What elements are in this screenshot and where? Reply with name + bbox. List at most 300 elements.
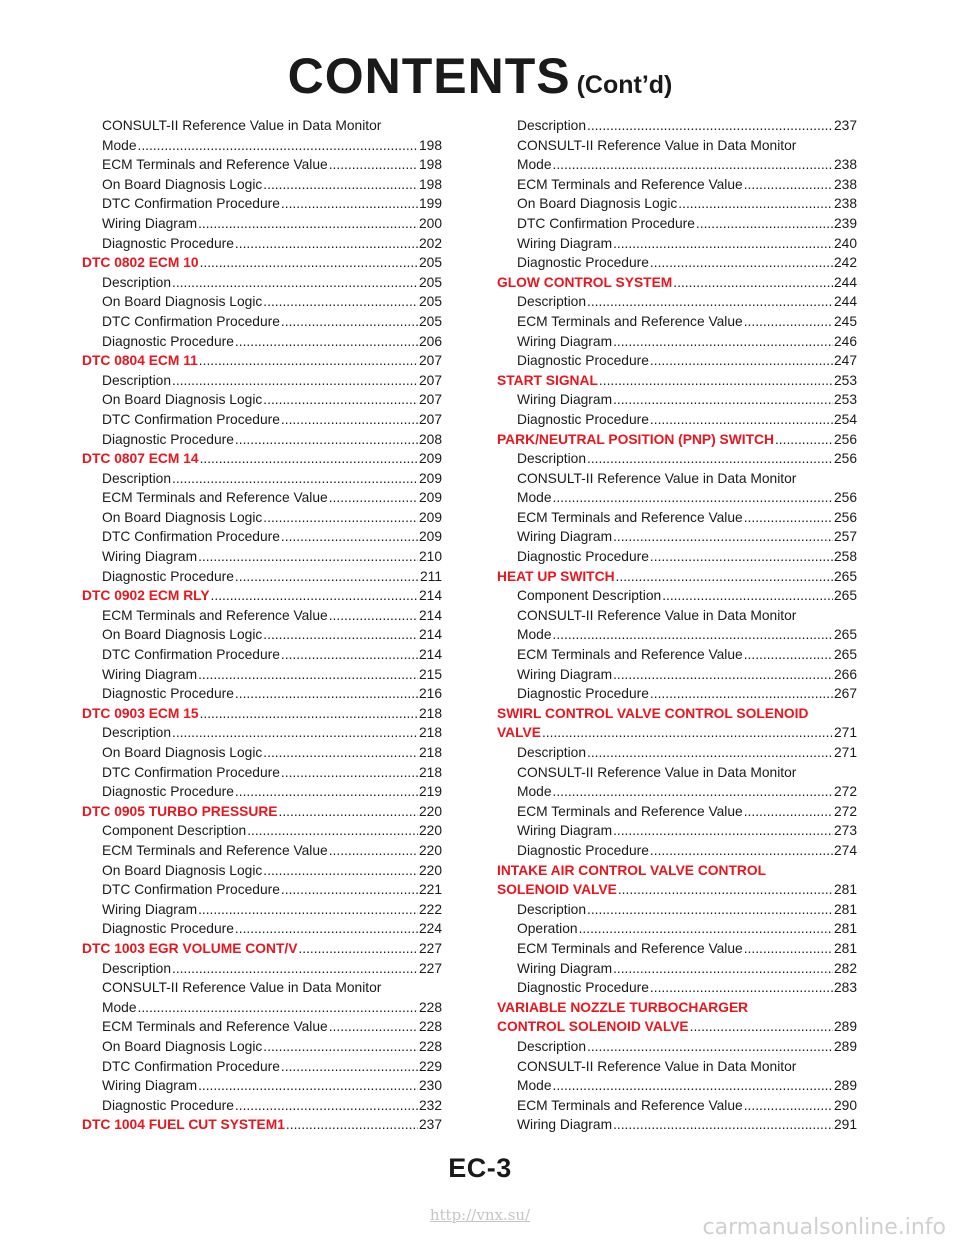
toc-page-number: 208 xyxy=(418,431,442,447)
toc-section[interactable] xyxy=(497,430,857,450)
dot-leader xyxy=(211,586,418,606)
footer-link[interactable]: http://vnx.su/ xyxy=(429,1206,531,1224)
toc-page-number: 198 xyxy=(418,157,442,173)
toc-section[interactable] xyxy=(82,253,442,273)
toc-page-number: 289 xyxy=(833,1019,857,1035)
toc-entry-label: On Board Diagnosis Logic xyxy=(102,627,263,643)
toc-page-number: 222 xyxy=(418,901,442,917)
toc-section[interactable] xyxy=(497,567,857,587)
toc-page-number: 272 xyxy=(833,803,857,819)
toc-page-number: 281 xyxy=(833,921,857,937)
toc-section-label: PARK/NEUTRAL POSITION (PNP) SWITCH xyxy=(497,431,774,447)
toc-page-number: 238 xyxy=(833,196,857,212)
toc-section[interactable] xyxy=(497,880,857,900)
toc-page-number: 246 xyxy=(833,333,857,349)
toc-page-number: 271 xyxy=(833,725,857,741)
dot-leader xyxy=(613,665,833,685)
toc-entry-label: On Board Diagnosis Logic xyxy=(102,392,263,408)
toc-entry[interactable] xyxy=(497,449,857,469)
toc-entry-label: DTC Confirmation Procedure xyxy=(102,882,280,898)
toc-page-number: 209 xyxy=(418,451,442,467)
toc-page-number: 291 xyxy=(833,1117,857,1133)
toc-page-number: 254 xyxy=(833,411,857,427)
toc-page-number: 206 xyxy=(418,333,442,349)
toc-entry[interactable] xyxy=(497,194,857,214)
title-main: CONTENTS xyxy=(287,48,571,104)
dot-leader xyxy=(198,1076,418,1096)
toc-section-label: DTC 0903 ECM 15 xyxy=(82,705,199,721)
toc-entry-label: CONSULT-II Reference Value in Data Monitor xyxy=(517,1058,797,1074)
toc-section[interactable] xyxy=(82,704,442,724)
toc-entry[interactable] xyxy=(82,821,442,841)
toc-page-number: 218 xyxy=(418,725,442,741)
dot-leader xyxy=(616,567,833,587)
dot-leader xyxy=(587,449,833,469)
toc-entry[interactable] xyxy=(82,782,442,802)
toc-entry[interactable] xyxy=(82,292,442,312)
toc-entry-label: ECM Terminals and Reference Value xyxy=(102,1019,328,1035)
toc-entry[interactable] xyxy=(497,978,857,998)
watermark: carmanualsonline.info xyxy=(702,1215,946,1240)
toc-page-number: 229 xyxy=(418,1058,442,1074)
toc-entry-label: Wiring Diagram xyxy=(517,529,613,545)
toc-entry[interactable] xyxy=(82,665,442,685)
toc-entry[interactable] xyxy=(497,234,857,254)
toc-entry[interactable] xyxy=(497,821,857,841)
toc-entry-label: Description xyxy=(102,725,172,741)
toc-entry-label: DTC Confirmation Procedure xyxy=(517,215,695,231)
toc-page-number: 210 xyxy=(418,549,442,565)
toc-entry[interactable] xyxy=(82,430,442,450)
toc-entry[interactable] xyxy=(82,332,442,352)
toc-entry[interactable] xyxy=(82,194,442,214)
toc-section[interactable] xyxy=(82,939,442,959)
toc-page-number: 219 xyxy=(418,784,442,800)
dot-leader xyxy=(613,1115,833,1135)
toc-entry[interactable] xyxy=(497,586,857,606)
dot-leader xyxy=(744,802,833,822)
dot-leader xyxy=(199,351,418,371)
dot-leader xyxy=(329,606,418,626)
toc-entry[interactable] xyxy=(497,116,857,136)
toc-page-number: 265 xyxy=(833,627,857,643)
toc-entry[interactable] xyxy=(82,861,442,881)
toc-entry[interactable] xyxy=(82,625,442,645)
dot-leader xyxy=(263,292,418,312)
toc-page-number: 207 xyxy=(418,392,442,408)
toc-entry[interactable] xyxy=(497,390,857,410)
toc-entry-label: Description xyxy=(102,274,172,290)
toc-section-label: SWIRL CONTROL VALVE CONTROL SOLENOID xyxy=(497,705,809,721)
dot-leader xyxy=(263,175,418,195)
toc-entry-label: Diagnostic Procedure xyxy=(102,1097,234,1113)
toc-entry[interactable] xyxy=(497,743,857,763)
toc-page-number: 227 xyxy=(418,960,442,976)
toc-entry-label: ECM Terminals and Reference Value xyxy=(102,157,328,173)
toc-entry[interactable] xyxy=(497,625,857,645)
toc-entry[interactable] xyxy=(82,978,442,998)
toc-entry[interactable] xyxy=(497,1115,857,1135)
dot-leader xyxy=(553,782,833,802)
dot-leader xyxy=(329,488,418,508)
toc-entry[interactable] xyxy=(82,880,442,900)
toc-entry[interactable] xyxy=(497,253,857,273)
toc-page-number: 289 xyxy=(833,1038,857,1054)
toc-entry-label: CONSULT-II Reference Value in Data Monitor xyxy=(517,470,797,486)
dot-leader xyxy=(587,1037,833,1057)
dot-leader xyxy=(281,410,418,430)
toc-entry[interactable] xyxy=(497,351,857,371)
dot-leader xyxy=(613,821,833,841)
toc-section-label: DTC 1004 FUEL CUT SYSTEM1 xyxy=(82,1117,285,1133)
toc-entry[interactable] xyxy=(82,567,442,587)
toc-entry-label: DTC Confirmation Procedure xyxy=(102,764,280,780)
toc-entry[interactable] xyxy=(82,1017,442,1037)
toc-section[interactable] xyxy=(82,351,442,371)
dot-leader xyxy=(281,527,418,547)
toc-entry-label: Wiring Diagram xyxy=(102,215,198,231)
toc-page-number: 224 xyxy=(418,921,442,937)
toc-entry[interactable] xyxy=(82,312,442,332)
toc-entry-label: Description xyxy=(517,901,587,917)
dot-leader xyxy=(587,900,833,920)
toc-page-number: 209 xyxy=(418,490,442,506)
dot-leader xyxy=(650,410,833,430)
toc-entry[interactable] xyxy=(497,292,857,312)
toc-entry[interactable] xyxy=(82,1096,442,1116)
toc-entry-label: On Board Diagnosis Logic xyxy=(102,745,263,760)
toc-entry[interactable] xyxy=(497,410,857,430)
toc-entry-label: Wiring Diagram xyxy=(517,235,613,251)
page-title xyxy=(0,48,960,117)
dot-leader xyxy=(263,861,418,881)
toc-entry-label: Diagnostic Procedure xyxy=(517,353,649,369)
toc-entry[interactable] xyxy=(497,606,857,626)
toc-entry[interactable] xyxy=(82,527,442,547)
toc-entry-label: Wiring Diagram xyxy=(517,823,613,839)
toc-page-number: 230 xyxy=(418,1078,442,1094)
toc-page-number: 214 xyxy=(418,607,442,623)
toc-entry[interactable] xyxy=(82,841,442,861)
dot-leader xyxy=(263,508,418,528)
toc-entry-label: Wiring Diagram xyxy=(102,1078,198,1094)
toc-section-label: DTC 0802 ECM 10 xyxy=(82,255,199,271)
toc-entry-label: CONSULT-II Reference Value in Data Monitor xyxy=(102,980,382,996)
toc-page-number: 273 xyxy=(833,823,857,839)
toc-page-number: 247 xyxy=(833,353,857,369)
toc-page-number: 265 xyxy=(833,568,857,584)
toc-entry[interactable] xyxy=(82,214,442,234)
toc-entry-label: Wiring Diagram xyxy=(102,666,198,682)
toc-page-number: 220 xyxy=(418,803,442,819)
toc-entry-label: On Board Diagnosis Logic xyxy=(517,196,678,212)
toc-entry[interactable] xyxy=(82,508,442,528)
dot-leader xyxy=(235,1096,418,1116)
toc-section-label: DTC 1003 EGR VOLUME CONT/V xyxy=(82,940,298,956)
toc-entry-label: Mode xyxy=(517,1078,552,1094)
toc-entry[interactable] xyxy=(497,900,857,920)
toc-entry[interactable] xyxy=(497,841,857,861)
toc-entry[interactable] xyxy=(82,136,442,156)
toc-page-number: 207 xyxy=(418,372,442,388)
toc-entry-label: Description xyxy=(517,451,587,467)
dot-leader xyxy=(200,253,418,273)
toc-entry[interactable] xyxy=(497,665,857,685)
dot-leader xyxy=(198,214,418,234)
toc-entry[interactable] xyxy=(82,1057,442,1077)
dot-leader xyxy=(329,1017,418,1037)
toc-section-label: VALVE xyxy=(497,725,541,741)
toc-section-label: DTC 0807 ECM 14 xyxy=(82,451,199,467)
toc-entry[interactable] xyxy=(82,998,442,1018)
toc-page-number: 228 xyxy=(418,1038,442,1054)
toc-entry-label: Wiring Diagram xyxy=(102,549,198,565)
toc-section[interactable] xyxy=(497,998,857,1018)
toc-entry[interactable] xyxy=(497,312,857,332)
toc-page-number: 237 xyxy=(418,1117,442,1133)
toc-entry[interactable] xyxy=(497,802,857,822)
toc-page-number: 237 xyxy=(833,118,857,133)
toc-entry-label: Diagnostic Procedure xyxy=(102,686,234,702)
toc-entry[interactable] xyxy=(497,214,857,234)
toc-entry[interactable] xyxy=(82,547,442,567)
toc-page-number: 205 xyxy=(418,313,442,329)
dot-leader xyxy=(613,390,833,410)
dot-leader xyxy=(696,214,833,234)
toc-entry-label: ECM Terminals and Reference Value xyxy=(517,803,743,819)
toc-entry[interactable] xyxy=(82,763,442,783)
dot-leader xyxy=(650,547,833,567)
toc-entry-label: DTC Confirmation Procedure xyxy=(102,1058,280,1074)
toc-entry[interactable] xyxy=(82,155,442,175)
dot-leader xyxy=(263,390,418,410)
toc-entry[interactable] xyxy=(82,645,442,665)
toc-entry[interactable] xyxy=(82,1037,442,1057)
toc-entry[interactable] xyxy=(82,469,442,489)
dot-leader xyxy=(744,508,833,528)
dot-leader xyxy=(599,371,833,391)
dot-leader xyxy=(613,332,833,352)
toc-section-label: SOLENOID VALVE xyxy=(497,882,617,898)
toc-section[interactable] xyxy=(497,273,857,293)
toc-section[interactable] xyxy=(497,723,857,743)
toc-entry[interactable] xyxy=(497,1076,857,1096)
toc-page-number: 282 xyxy=(833,960,857,976)
toc-entry[interactable] xyxy=(497,488,857,508)
toc-entry-label: DTC Confirmation Procedure xyxy=(102,313,280,329)
toc-page-number: 256 xyxy=(833,490,857,506)
toc-entry-label: Description xyxy=(102,960,172,976)
toc-entry-label: Diagnostic Procedure xyxy=(102,568,234,584)
dot-leader xyxy=(235,684,418,704)
dot-leader xyxy=(579,919,833,939)
toc-page-number: 205 xyxy=(418,274,442,290)
toc-entry[interactable] xyxy=(82,684,442,704)
dot-leader xyxy=(263,743,418,763)
dot-leader xyxy=(650,253,833,273)
dot-leader xyxy=(281,1057,418,1077)
dot-leader xyxy=(286,1115,418,1135)
toc-entry[interactable] xyxy=(82,900,442,920)
toc-entry[interactable] xyxy=(497,645,857,665)
toc-entry[interactable] xyxy=(82,1076,442,1096)
toc-page-number: 232 xyxy=(418,1097,442,1113)
toc-entry-label: ECM Terminals and Reference Value xyxy=(517,647,743,663)
toc-entry[interactable] xyxy=(82,390,442,410)
toc-entry[interactable] xyxy=(497,547,857,567)
toc-page-number: 207 xyxy=(418,411,442,427)
toc-section[interactable] xyxy=(497,371,857,391)
toc-entry[interactable] xyxy=(497,1057,857,1077)
toc-entry[interactable] xyxy=(497,1037,857,1057)
dot-leader xyxy=(198,665,418,685)
toc-entry[interactable] xyxy=(497,959,857,979)
dot-leader xyxy=(198,547,418,567)
toc-entry[interactable] xyxy=(497,684,857,704)
toc-entry-label: Diagnostic Procedure xyxy=(517,549,649,565)
toc-page-number: 256 xyxy=(833,431,857,447)
toc-page-number: 238 xyxy=(833,176,857,192)
toc-section[interactable] xyxy=(497,704,857,724)
toc-page-number: 198 xyxy=(418,176,442,192)
toc-page-number: 207 xyxy=(418,353,442,369)
toc-section-label: VARIABLE NOZZLE TURBOCHARGER xyxy=(497,999,749,1015)
dot-leader xyxy=(673,273,833,293)
toc-entry-label: ECM Terminals and Reference Value xyxy=(102,490,328,506)
toc-entry-label: CONSULT-II Reference Value in Data Monitor xyxy=(517,764,797,780)
toc-page-number: 253 xyxy=(833,392,857,408)
toc-page-number: 272 xyxy=(833,784,857,800)
toc-entry-label: Wiring Diagram xyxy=(102,901,198,917)
toc-entry[interactable] xyxy=(497,782,857,802)
toc-entry-label: Description xyxy=(102,372,172,388)
toc-entry-label: ECM Terminals and Reference Value xyxy=(517,940,743,956)
toc-section-label: GLOW CONTROL SYSTEM xyxy=(497,274,673,290)
dot-leader xyxy=(613,527,833,547)
toc-entry[interactable] xyxy=(82,116,442,136)
dot-leader xyxy=(235,332,418,352)
toc-page-number: 209 xyxy=(418,509,442,525)
title-suffix: (Cont’d) xyxy=(576,71,673,99)
dot-leader xyxy=(247,821,418,841)
toc-section[interactable] xyxy=(82,1115,442,1135)
dot-leader xyxy=(298,939,418,959)
toc-entry[interactable] xyxy=(497,1096,857,1116)
toc-page-number: 218 xyxy=(418,764,442,780)
toc-entry-label: CONSULT-II Reference Value in Data Monitor xyxy=(517,137,797,153)
dot-leader xyxy=(613,959,833,979)
toc-entry[interactable] xyxy=(82,723,442,743)
toc-entry-label: Mode xyxy=(102,999,137,1015)
toc-section-label: DTC 0902 ECM RLY xyxy=(82,588,210,604)
toc-section[interactable] xyxy=(82,802,442,822)
dot-leader xyxy=(281,763,418,783)
toc-section-label: HEAT UP SWITCH xyxy=(497,568,615,584)
toc-entry[interactable] xyxy=(82,175,442,195)
dot-leader xyxy=(281,312,418,332)
toc-entry-label: Diagnostic Procedure xyxy=(102,235,234,251)
toc-entry-label: Mode xyxy=(102,137,137,153)
toc-page-number: 202 xyxy=(418,235,442,251)
toc-entry-label: ECM Terminals and Reference Value xyxy=(102,607,328,623)
toc-entry-label: Diagnostic Procedure xyxy=(102,921,234,937)
toc-entry-label: Description xyxy=(517,745,587,760)
toc-entry-label: Operation xyxy=(517,921,578,937)
toc-section[interactable] xyxy=(497,1017,857,1037)
dot-leader xyxy=(690,1017,833,1037)
toc-entry[interactable] xyxy=(82,919,442,939)
toc-entry[interactable] xyxy=(497,527,857,547)
toc-page-number: 221 xyxy=(418,882,442,898)
toc-entry-label: Mode xyxy=(517,157,552,173)
toc-entry-label: Diagnostic Procedure xyxy=(517,686,649,702)
toc-page-number: 283 xyxy=(833,980,857,996)
toc-entry[interactable] xyxy=(82,273,442,293)
toc-entry-label: Diagnostic Procedure xyxy=(517,842,649,858)
toc-entry[interactable] xyxy=(497,469,857,489)
toc-page-number: 205 xyxy=(418,294,442,310)
toc-entry[interactable] xyxy=(82,371,442,391)
dot-leader xyxy=(172,723,418,743)
toc-section[interactable] xyxy=(497,861,857,881)
toc-entry[interactable] xyxy=(497,763,857,783)
toc-page-number: 256 xyxy=(833,451,857,467)
toc-entry[interactable] xyxy=(497,155,857,175)
toc-section-label: START SIGNAL xyxy=(497,372,598,388)
toc-entry[interactable] xyxy=(82,606,442,626)
toc-entry[interactable] xyxy=(82,743,442,763)
toc-entry[interactable] xyxy=(497,332,857,352)
toc-entry-label: Description xyxy=(517,118,587,133)
toc-entry[interactable] xyxy=(497,136,857,156)
toc-entry[interactable] xyxy=(82,410,442,430)
toc-page-number: 239 xyxy=(833,215,857,231)
toc-entry-label: On Board Diagnosis Logic xyxy=(102,1038,263,1054)
toc-page-number: 271 xyxy=(833,745,857,760)
toc-page-number: 257 xyxy=(833,529,857,545)
dot-leader xyxy=(678,194,833,214)
toc-entry[interactable] xyxy=(82,959,442,979)
toc-entry[interactable] xyxy=(497,508,857,528)
dot-leader xyxy=(650,684,833,704)
dot-leader xyxy=(235,567,419,587)
dot-leader xyxy=(281,194,418,214)
toc-section[interactable] xyxy=(82,449,442,469)
dot-leader xyxy=(744,1096,833,1116)
dot-leader xyxy=(587,292,833,312)
dot-leader xyxy=(138,998,418,1018)
toc-entry-label: Description xyxy=(102,470,172,486)
toc-page-number: 245 xyxy=(833,313,857,329)
toc-entry-label: DTC Confirmation Procedure xyxy=(102,411,280,427)
toc-entry[interactable] xyxy=(497,919,857,939)
toc-page-number: 211 xyxy=(420,568,442,584)
toc-entry[interactable] xyxy=(82,234,442,254)
dot-leader xyxy=(650,841,833,861)
toc-entry[interactable] xyxy=(82,488,442,508)
dot-leader xyxy=(200,449,418,469)
toc-page-number: 205 xyxy=(418,255,442,271)
toc-entry-label: Wiring Diagram xyxy=(517,1117,613,1133)
toc-section[interactable] xyxy=(82,586,442,606)
toc-entry-label: On Board Diagnosis Logic xyxy=(102,862,263,878)
toc-section-label: DTC 0804 ECM 11 xyxy=(82,353,198,369)
dot-leader xyxy=(172,273,418,293)
toc-page-number: 238 xyxy=(833,157,857,173)
toc-entry[interactable] xyxy=(497,939,857,959)
toc-entry[interactable] xyxy=(497,175,857,195)
toc-page-number: 281 xyxy=(833,901,857,917)
